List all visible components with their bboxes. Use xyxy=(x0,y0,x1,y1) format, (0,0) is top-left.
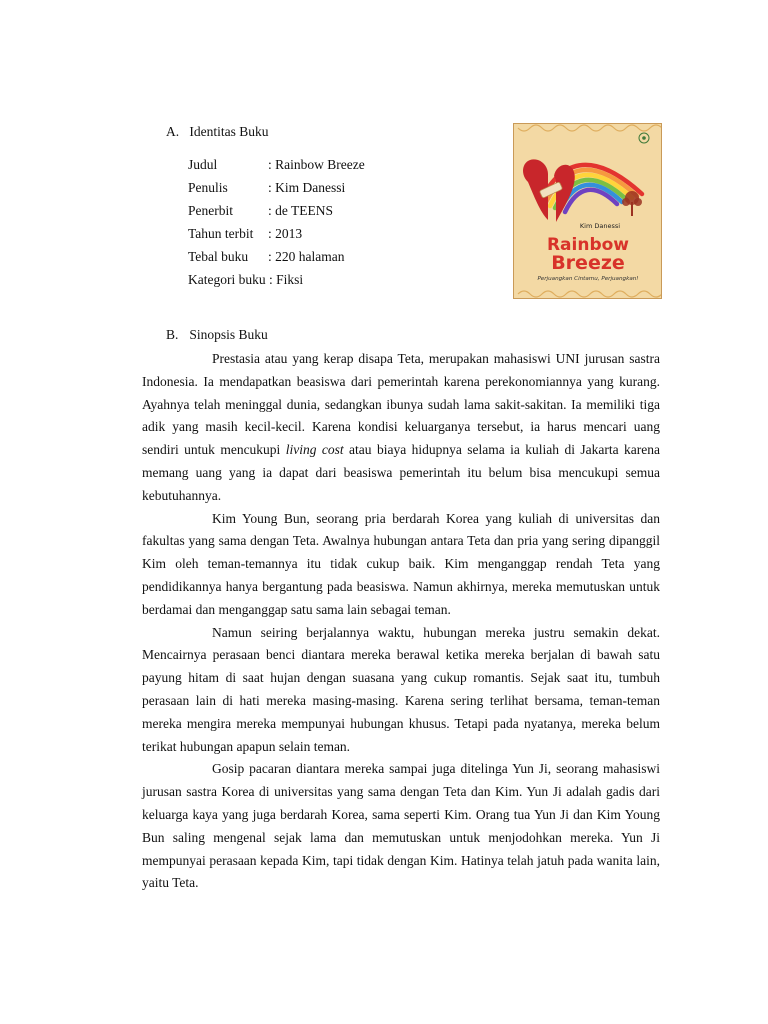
identity-row-kategori-buku xyxy=(188,272,303,288)
section-a-heading xyxy=(166,124,269,140)
synopsis-p1-text-start: Prestasia atau yang kerap disapa Teta, merupakan mahasiswi UNI jurusan sastra Indonesia. Ia mendapatkan beasiswa dari pemerintah karena perekonomiannya yang kurang. Ayahnya telah meninggal dunia, sedangkan ibunya sudah lama sakit-sakitan. Ia memiliki tiga adik yang masih kecil-kecil. Karena kondisi keluarganya tersebut, ia harus mencari uang sendiri untuk mencukupi xyxy=(142,351,660,458)
identity-key: Penulis xyxy=(188,180,228,195)
identity-value: : Fiksi xyxy=(268,272,304,287)
cover-title-line1: Rainbow xyxy=(546,235,630,255)
section-a-number: A. xyxy=(166,124,180,139)
identity-row-penulis xyxy=(188,180,345,196)
identity-key: Penerbit xyxy=(188,203,233,218)
cover-title-line2: Breeze xyxy=(551,252,625,274)
identity-key: Tebal buku xyxy=(188,249,249,264)
section-a-title: Identitas Buku xyxy=(189,124,269,139)
section-b-title: Sinopsis Buku xyxy=(189,327,268,342)
identity-value: : Rainbow Breeze xyxy=(268,157,365,172)
cover-author: Kim Danessi xyxy=(579,222,621,230)
synopsis-body xyxy=(142,348,660,895)
book-cover-art xyxy=(514,124,661,298)
identity-row-penerbit xyxy=(188,203,333,219)
book-cover-image xyxy=(513,123,662,299)
identity-key: Judul xyxy=(188,157,218,172)
synopsis-paragraph-3: Namun seiring berjalannya waktu, hubungan mereka justru semakin dekat. Mencairnya perasaan benci diantara mereka berawal ketika mereka berjalan di bawah satu payung hitam di saat hujan dengan suasana yang cukup romantis. Sejak saat itu, tumbuh perasaan lain di hati mereka masing-masing. Karena sering terlihat bersama, teman-teman mereka mengira mereka mempunyai hubungan khusus. Tetapi pada nyatanya, mereka belum terikat hubungan apapun selain teman. xyxy=(142,624,660,754)
synopsis-paragraph-1 xyxy=(142,348,660,508)
synopsis-paragraph-2: Kim Young Bun, seorang pria berdarah Korea yang kuliah di universitas dan fakultas yang sama dengan Teta. Awalnya hubungan antara Teta dan pria yang sering dipanggil Kim oleh teman-temannya itu tidak cukup baik. Kim menganggap rendah Teta yang pendidikannya hanya bergantung pada beasiswa. Namun akhirnya, mereka memutuskan untuk berdamai dan menganggap satu sama lain sebagai teman. xyxy=(142,510,660,617)
identity-value: : Kim Danessi xyxy=(268,180,346,195)
identity-value: : 2013 xyxy=(268,226,303,241)
identity-row-tebal-buku xyxy=(188,249,344,265)
cover-tagline: Perjuangkan Cintamu, Perjuangkan! xyxy=(537,276,639,282)
section-b-heading xyxy=(166,327,268,343)
identity-value: : de TEENS xyxy=(268,203,333,218)
identity-key: Kategori buku xyxy=(188,272,266,287)
identity-key: Tahun terbit xyxy=(188,226,254,241)
identity-row-tahun-terbit xyxy=(188,226,302,242)
synopsis-paragraph-4: Gosip pacaran diantara mereka sampai juga ditelinga Yun Ji, seorang mahasiswi jurusan sastra Korea di universitas yang sama dengan Teta dan Kim. Yun Ji adalah gadis dari keluarga kaya yang juga berdarah Korea, sama seperti Kim. Orang tua Yun Ji dan Kim Young Bun saling mengenal sejak lama dan memutuskan untuk menjodohkan mereka. Yun Ji mempunyai perasaan kepada Kim, tapi tidak dengan Kim. Hatinya telah jatuh pada wanita lain, yaitu Teta. xyxy=(142,761,660,891)
synopsis-p1-italic-term: living cost xyxy=(285,442,344,458)
section-b-number: B. xyxy=(166,327,179,342)
identity-row-judul xyxy=(188,157,365,173)
identity-value: : 220 halaman xyxy=(268,249,345,264)
synopsis-p1-text-end: atau biaya hidupnya selama ia kuliah di Jakarta karena memang uang yang ia dapat dari beasiswa pemerintah itu belum bisa mencukupi semua kebutuhannya. xyxy=(142,442,660,503)
